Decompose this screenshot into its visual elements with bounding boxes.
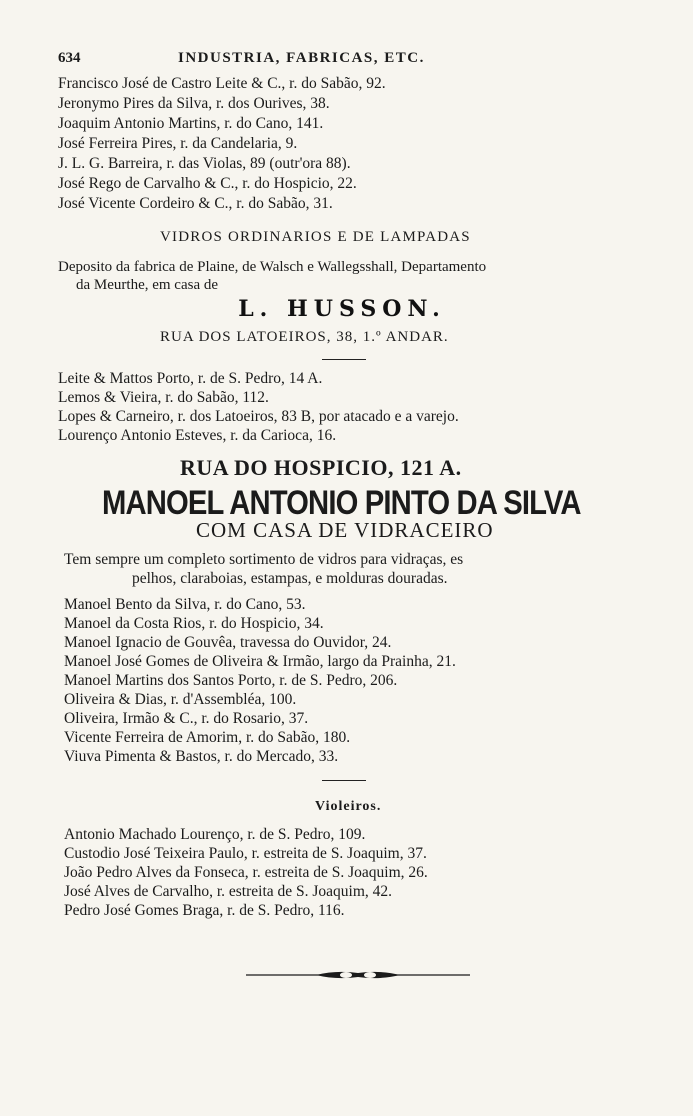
running-title: INDUSTRIA, FABRICAS, ETC. (178, 50, 425, 66)
list-item: Manoel José Gomes de Oliveira & Irmão, largo da Prainha, 21. (64, 653, 456, 670)
advert-street: RUA DO HOSPICIO, 121 A. (180, 455, 462, 480)
list-item: Custodio José Teixeira Paulo, r. estreita de S. Joaquim, 37. (64, 845, 427, 862)
list-item: Manoel da Costa Rios, r. do Hospicio, 34. (64, 615, 324, 632)
list-item: Manoel Martins dos Santos Porto, r. de S. Pedro, 206. (64, 672, 398, 689)
divider (322, 359, 366, 360)
divider (322, 780, 366, 781)
violeiros-heading: Violeiros. (315, 799, 382, 814)
page-number: 634 (58, 50, 81, 66)
advert-subtitle: COM CASA DE VIDRACEIRO (196, 518, 494, 542)
deposito-line-2: da Meurthe, em casa de (76, 277, 219, 293)
list-item: José Ferreira Pires, r. da Candelaria, 9. (58, 135, 298, 152)
list-item: Jeronymo Pires da Silva, r. dos Ourives, 38. (58, 95, 330, 112)
list-item: Viuva Pimenta & Bastos, r. do Mercado, 33. (64, 748, 339, 765)
list-item: Vicente Ferreira de Amorim, r. do Sabão, 180. (64, 729, 351, 746)
list-item: Francisco José de Castro Leite & C., r. do Sabão, 92. (58, 75, 386, 92)
list-item: José Alves de Carvalho, r. estreita de S. Joaquim, 42. (64, 883, 393, 900)
list-item: João Pedro Alves da Fonseca, r. estreita de S. Joaquim, 26. (64, 864, 428, 881)
deposito-line-1: Deposito da fabrica de Plaine, de Walsch e Wallegsshall, Departamento (58, 259, 487, 275)
section-heading: VIDROS ORDINARIOS E DE LAMPADAS (160, 229, 471, 245)
ornament-divider (246, 968, 470, 982)
husson-logo: L. HUSSON. (238, 296, 446, 322)
page-header (58, 50, 618, 70)
list-item: J. L. G. Barreira, r. das Violas, 89 (outr'ora 88). (58, 155, 351, 172)
list-item: José Vicente Cordeiro & C., r. do Sabão, 31. (58, 195, 333, 212)
advert-name: MANOEL ANTONIO PINTO DA SILVA (102, 484, 581, 522)
list-item: José Rego de Carvalho & C., r. do Hospicio, 22. (58, 175, 357, 192)
advert-description-1: Tem sempre um completo sortimento de vidros para vidraças, es (64, 551, 464, 568)
list-item: Manoel Ignacio de Gouvêa, travessa do Ouvidor, 24. (64, 634, 392, 651)
husson-address: RUA DOS LATOEIROS, 38, 1.º ANDAR. (160, 329, 449, 345)
list-item: Oliveira, Irmão & C., r. do Rosario, 37. (64, 710, 309, 727)
advert-description-2: pelhos, claraboias, estampas, e molduras douradas. (132, 570, 448, 587)
list-item: Joaquim Antonio Martins, r. do Cano, 141. (58, 115, 324, 132)
list-item: Oliveira & Dias, r. d'Assembléa, 100. (64, 691, 297, 708)
list-item: Manoel Bento da Silva, r. do Cano, 53. (64, 596, 306, 613)
list-item: Antonio Machado Lourenço, r. de S. Pedro, 109. (64, 826, 366, 843)
list-item: Lopes & Carneiro, r. dos Latoeiros, 83 B, por atacado e a varejo. (58, 408, 459, 425)
list-item: Leite & Mattos Porto, r. de S. Pedro, 14 A. (58, 370, 323, 387)
list-item: Lourenço Antonio Esteves, r. da Carioca, 16. (58, 427, 337, 444)
list-item: Pedro José Gomes Braga, r. de S. Pedro, 116. (64, 902, 345, 919)
list-item: Lemos & Vieira, r. do Sabão, 112. (58, 389, 269, 406)
